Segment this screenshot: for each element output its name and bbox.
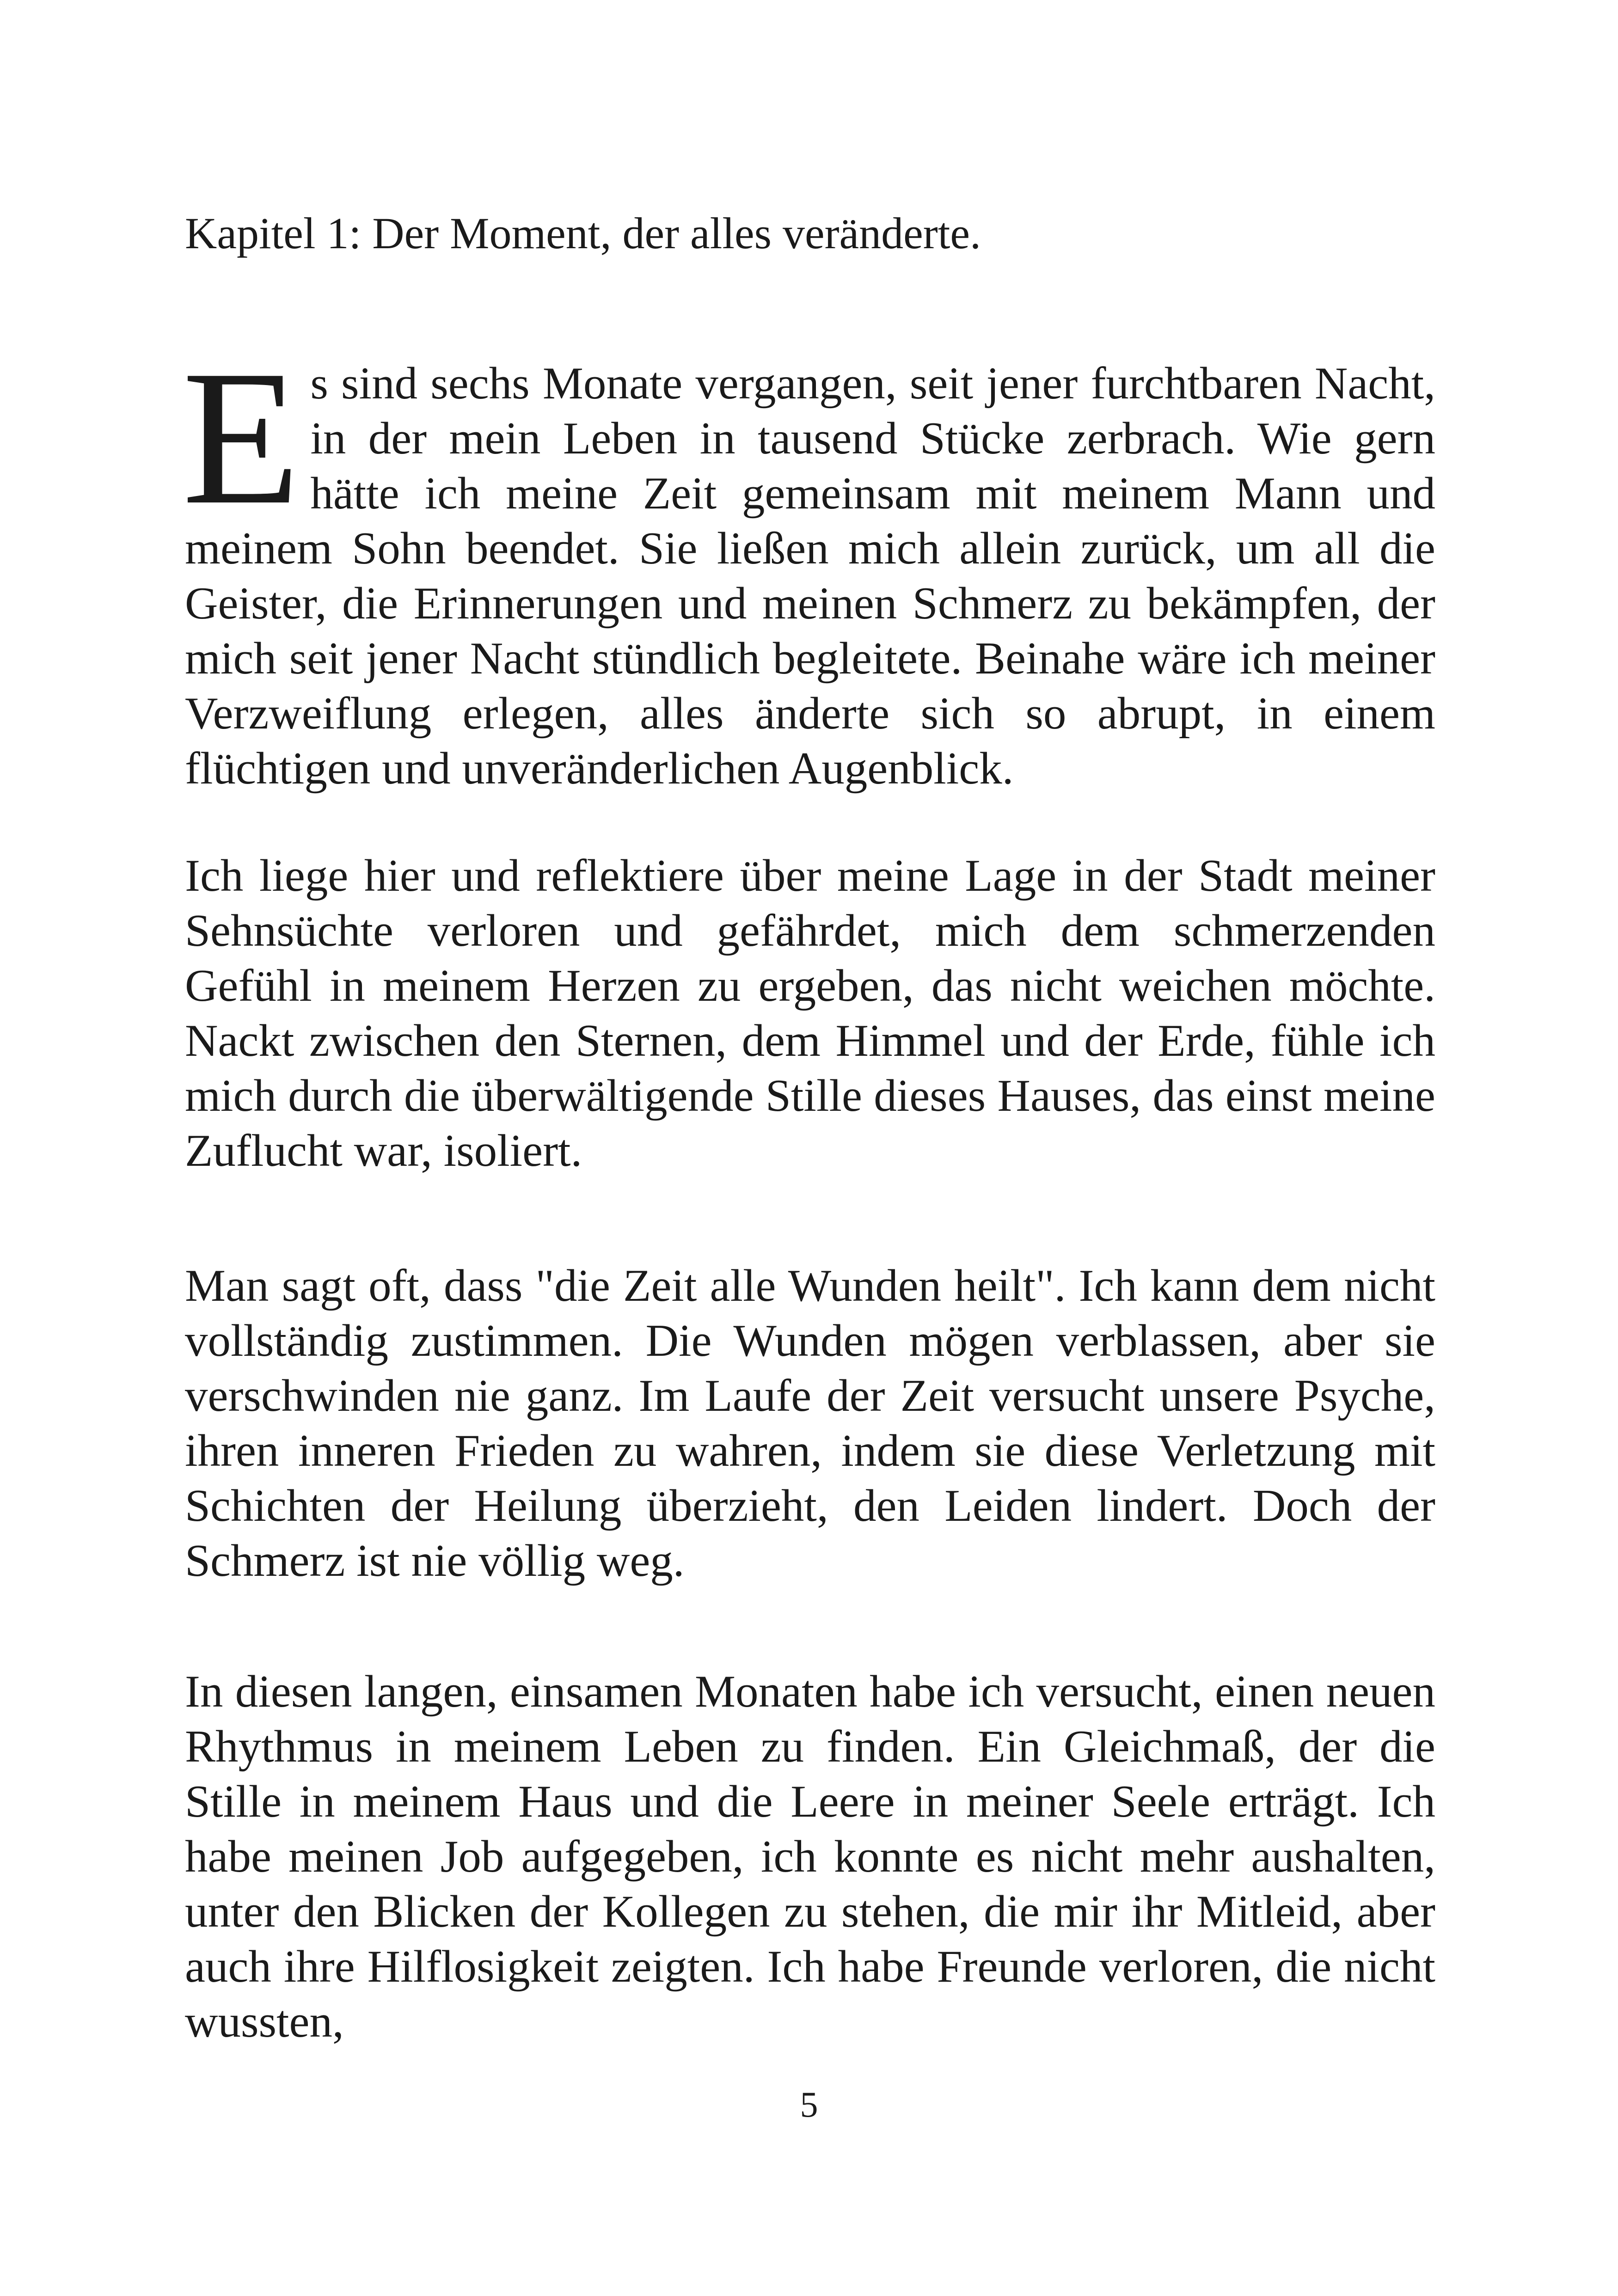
paragraph-1 <box>182 331 1435 796</box>
page-number: 5 <box>800 2084 818 2125</box>
drop-cap-letter: E <box>182 331 300 545</box>
paragraph-4: In diesen langen, einsamen Monaten habe ich versucht, einen neuen Rhythmus in meinem Leben zu finden. Ein Gleichmaß, der die Stille in meinem Haus und die Leere in meiner Seele erträgt. Ich habe meinen Job aufgegeben, ich konnte es nicht mehr aushalten, unter den Blicken der Kollegen zu stehen, die mir ihr Mitleid, aber auch ihre Hilflosigkeit zeigten. Ich habe Freunde verloren, die nicht wussten, <box>185 1666 1435 2047</box>
paragraph-1-text: s sind sechs Monate vergangen, seit jener furchtbaren Nacht, in der mein Leben in tausend Stücke zerbrach. Wie gern hätte ich meine Zeit gemeinsam mit meinem Mann und meinem Sohn beendet. Sie ließen mich allein zurück, um all die Geister, die Erinnerungen und meinen Schmerz zu bekämpfen, der mich seit jener Nacht stündlich begleitete. Beinahe wäre ich meiner Verzweiflung erlegen, alles änderte sich so abrupt, in einem flüchtigen und unveränderlichen Augenblick. <box>185 358 1435 794</box>
chapter-title: Kapitel 1: Der Moment, der alles veränderte. <box>185 208 981 258</box>
paragraph-2: Ich liege hier und reflektiere über meine Lage in der Stadt meiner Sehnsüchte verloren und gefährdet, mich dem schmerzenden Gefühl in meinem Herzen zu ergeben, das nicht weichen möchte. Nackt zwischen den Sternen, dem Himmel und der Erde, fühle ich mich durch die überwältigende Stille dieses Hauses, das einst meine Zuflucht war, isoliert. <box>185 851 1435 1176</box>
paragraph-3: Man sagt oft, dass "die Zeit alle Wunden heilt". Ich kann dem nicht vollständig zustimmen. Die Wunden mögen verblassen, aber sie verschwinden nie ganz. Im Laufe der Zeit versucht unsere Psyche, ihren inneren Frieden zu wahren, indem sie diese Verletzung mit Schichten der Heilung überzieht, den Leiden lindert. Doch der Schmerz ist nie völlig weg. <box>185 1261 1435 1586</box>
